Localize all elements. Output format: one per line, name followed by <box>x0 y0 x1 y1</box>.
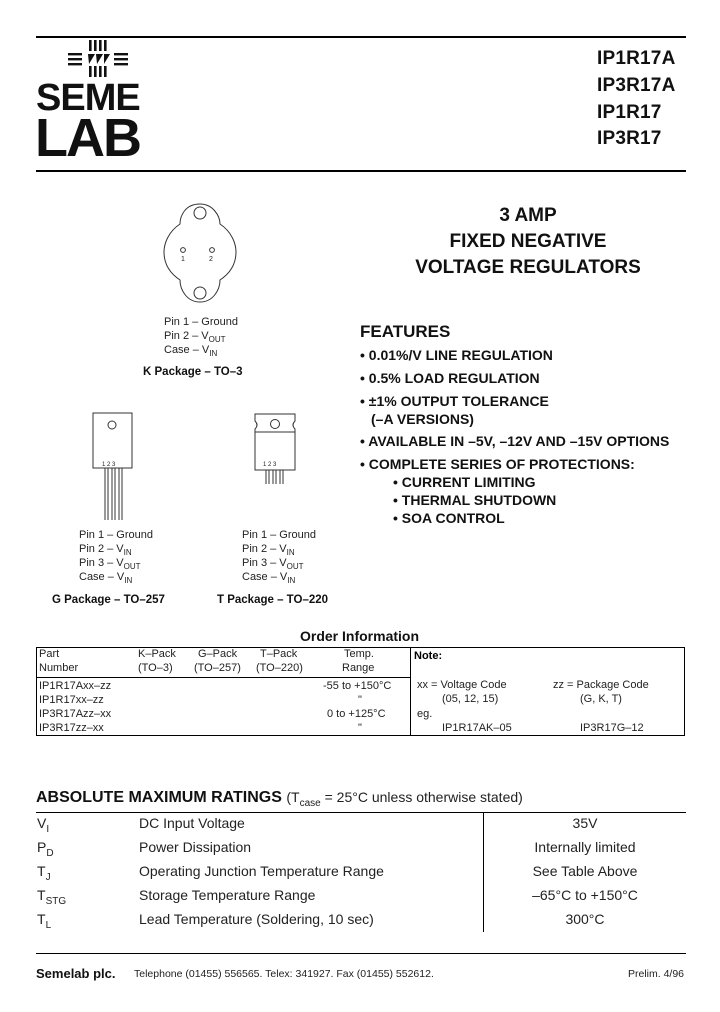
order-note-xx-label: xx = Voltage Code <box>417 679 507 691</box>
g-package-caption: G Package – TO–257 <box>52 594 165 606</box>
part-number-1: IP1R17A <box>597 48 676 69</box>
rating-param-lead-temp: Lead Temperature (Soldering, 10 sec) <box>139 911 374 927</box>
features-heading: FEATURES <box>360 322 451 341</box>
feature-item-3: • ±1% OUTPUT TOLERANCE <box>360 393 549 409</box>
order-header-t-1: T–Pack <box>260 648 298 660</box>
footer-prelim: Prelim. 4/96 <box>628 968 685 980</box>
feature-sub-item-1: • CURRENT LIMITING <box>393 474 536 490</box>
footer-rule <box>36 953 686 954</box>
order-part-1: IP1R17Axx–zz <box>39 680 112 692</box>
order-note-example-1: IP1R17AK–05 <box>442 722 512 734</box>
k-pin-1: Pin 1 – Ground <box>164 316 238 328</box>
logo-text-lab: LAB <box>35 108 140 168</box>
rating-value-storage-temp: –65°C to +150°C <box>532 887 638 903</box>
logo-text-seme: SEME <box>36 77 140 119</box>
feature-item-3-note: (–A VERSIONS) <box>371 411 474 427</box>
t-pin-1: Pin 1 – Ground <box>242 529 316 541</box>
title-line-1: 3 AMP <box>499 205 557 226</box>
t-pin-case: Case – $V_{IN}$ <box>242 571 296 586</box>
rating-param-junction-temp: Operating Junction Temperature Range <box>139 863 384 879</box>
order-part-4: IP3R17zz–xx <box>39 722 104 734</box>
rating-symbol-tstg: $T_{STG}$ <box>37 887 67 907</box>
ratings-heading: ABSOLUTE MAXIMUM RATINGS ($T_{case} = 25^\circ C$ unless otherwise stated) <box>36 789 523 809</box>
rating-symbol-tj: $T_J$ <box>37 863 51 883</box>
k-pin-2: Pin $2 - V_{OUT}$ <box>164 330 226 345</box>
order-info-title: Order Information <box>300 628 420 644</box>
order-header-temp-1: Temp. <box>344 648 374 660</box>
rating-param-power: Power Dissipation <box>139 839 252 855</box>
k-pin-case: Case – $V_{IN}$ <box>164 344 218 359</box>
rating-symbol-tl: $T_L$ <box>37 911 52 931</box>
order-note-zz-values: (G, K, T) <box>580 693 622 705</box>
order-temp-3: 0 to +125°C <box>327 708 386 720</box>
footer-company: Semelab plc. <box>36 966 116 981</box>
order-note-xx-values: (05, 12, 15) <box>442 693 499 705</box>
order-header-g-2: (TO–257) <box>194 662 241 674</box>
rating-value-junction-temp: See Table Above <box>532 863 638 879</box>
order-note-example-2: IP3R17G–12 <box>580 722 644 734</box>
order-header-part-2: Number <box>39 662 79 674</box>
order-note-zz-label: zz = Package Code <box>553 679 649 691</box>
footer-contact: Telephone (01455) 556565. Telex: 341927. Fax (01455) 552612. <box>134 968 434 980</box>
order-header-t-2: (TO–220) <box>256 662 303 674</box>
to3-pin-mark-1: 1 <box>181 256 185 263</box>
feature-item-2: • 0.5% LOAD REGULATION <box>360 370 540 386</box>
order-note-eg: eg. <box>417 708 433 720</box>
order-header-k-1: K–Pack <box>138 648 176 660</box>
feature-sub-item-3: • SOA CONTROL <box>393 510 505 526</box>
feature-item-5: • COMPLETE SERIES OF PROTECTIONS: <box>360 456 635 472</box>
title-line-2: FIXED NEGATIVE <box>449 231 607 252</box>
rating-value-lead-temp: 300°C <box>565 911 605 927</box>
t-package-caption: T Package – TO–220 <box>217 594 329 606</box>
to3-package-drawing <box>160 200 240 310</box>
feature-sub-item-2: • THERMAL SHUTDOWN <box>393 492 557 508</box>
t-pin-2: Pin $2 - V_{IN}$ <box>242 543 295 558</box>
to220-package-drawing <box>254 412 296 492</box>
t-pin-3: Pin $3 - V_{OUT}$ <box>242 557 304 572</box>
part-number-3: IP1R17 <box>597 102 662 123</box>
title-line-3: VOLTAGE REGULATORS <box>415 257 641 278</box>
order-header-part-1: Part <box>39 648 60 660</box>
k-package-caption: K Package – TO–3 <box>143 366 243 378</box>
g-pin-1: Pin 1 – Ground <box>79 529 153 541</box>
g-pin-2: Pin $2 - V_{IN}$ <box>79 543 132 558</box>
order-part-2: IP1R17xx–zz <box>39 694 104 706</box>
to220-pin-marks: 1 2 3 <box>263 462 277 468</box>
order-temp-2: " <box>358 694 362 706</box>
order-temp-4: " <box>358 722 362 734</box>
part-number-2: IP3R17A <box>597 75 676 96</box>
rating-value-power: Internally limited <box>534 839 636 855</box>
g-pin-3: Pin $3 - V_{OUT}$ <box>79 557 141 572</box>
order-note-heading: Note: <box>414 650 443 662</box>
order-header-temp-2: Range <box>342 662 375 674</box>
header-rule <box>36 170 686 172</box>
order-part-3: IP3R17Azz–xx <box>39 708 112 720</box>
feature-item-1: • 0.01%/V LINE REGULATION <box>360 347 553 363</box>
order-info-header-rule <box>36 677 410 678</box>
order-info-divider <box>410 647 411 736</box>
to257-pin-marks: 1 2 3 <box>102 462 116 468</box>
order-header-k-2: (TO–3) <box>138 662 173 674</box>
rating-value-input-voltage: 35V <box>572 815 598 831</box>
rating-param-input-voltage: DC Input Voltage <box>139 815 245 831</box>
rating-symbol-vi: $V_I$ <box>37 815 50 835</box>
part-number-4: IP3R17 <box>597 128 662 149</box>
top-rule <box>36 36 686 38</box>
rating-symbol-pd: $P_D$ <box>37 839 54 859</box>
order-temp-1: -55 to +150°C <box>323 680 392 692</box>
g-pin-case: Case – $V_{IN}$ <box>79 571 133 586</box>
order-header-g-1: G–Pack <box>198 648 238 660</box>
rating-param-storage-temp: Storage Temperature Range <box>139 887 316 903</box>
feature-item-4: • AVAILABLE IN –5V, –12V AND –15V OPTIONS <box>360 433 670 449</box>
to3-pin-mark-2: 2 <box>209 256 213 263</box>
ratings-top-rule <box>36 812 686 813</box>
